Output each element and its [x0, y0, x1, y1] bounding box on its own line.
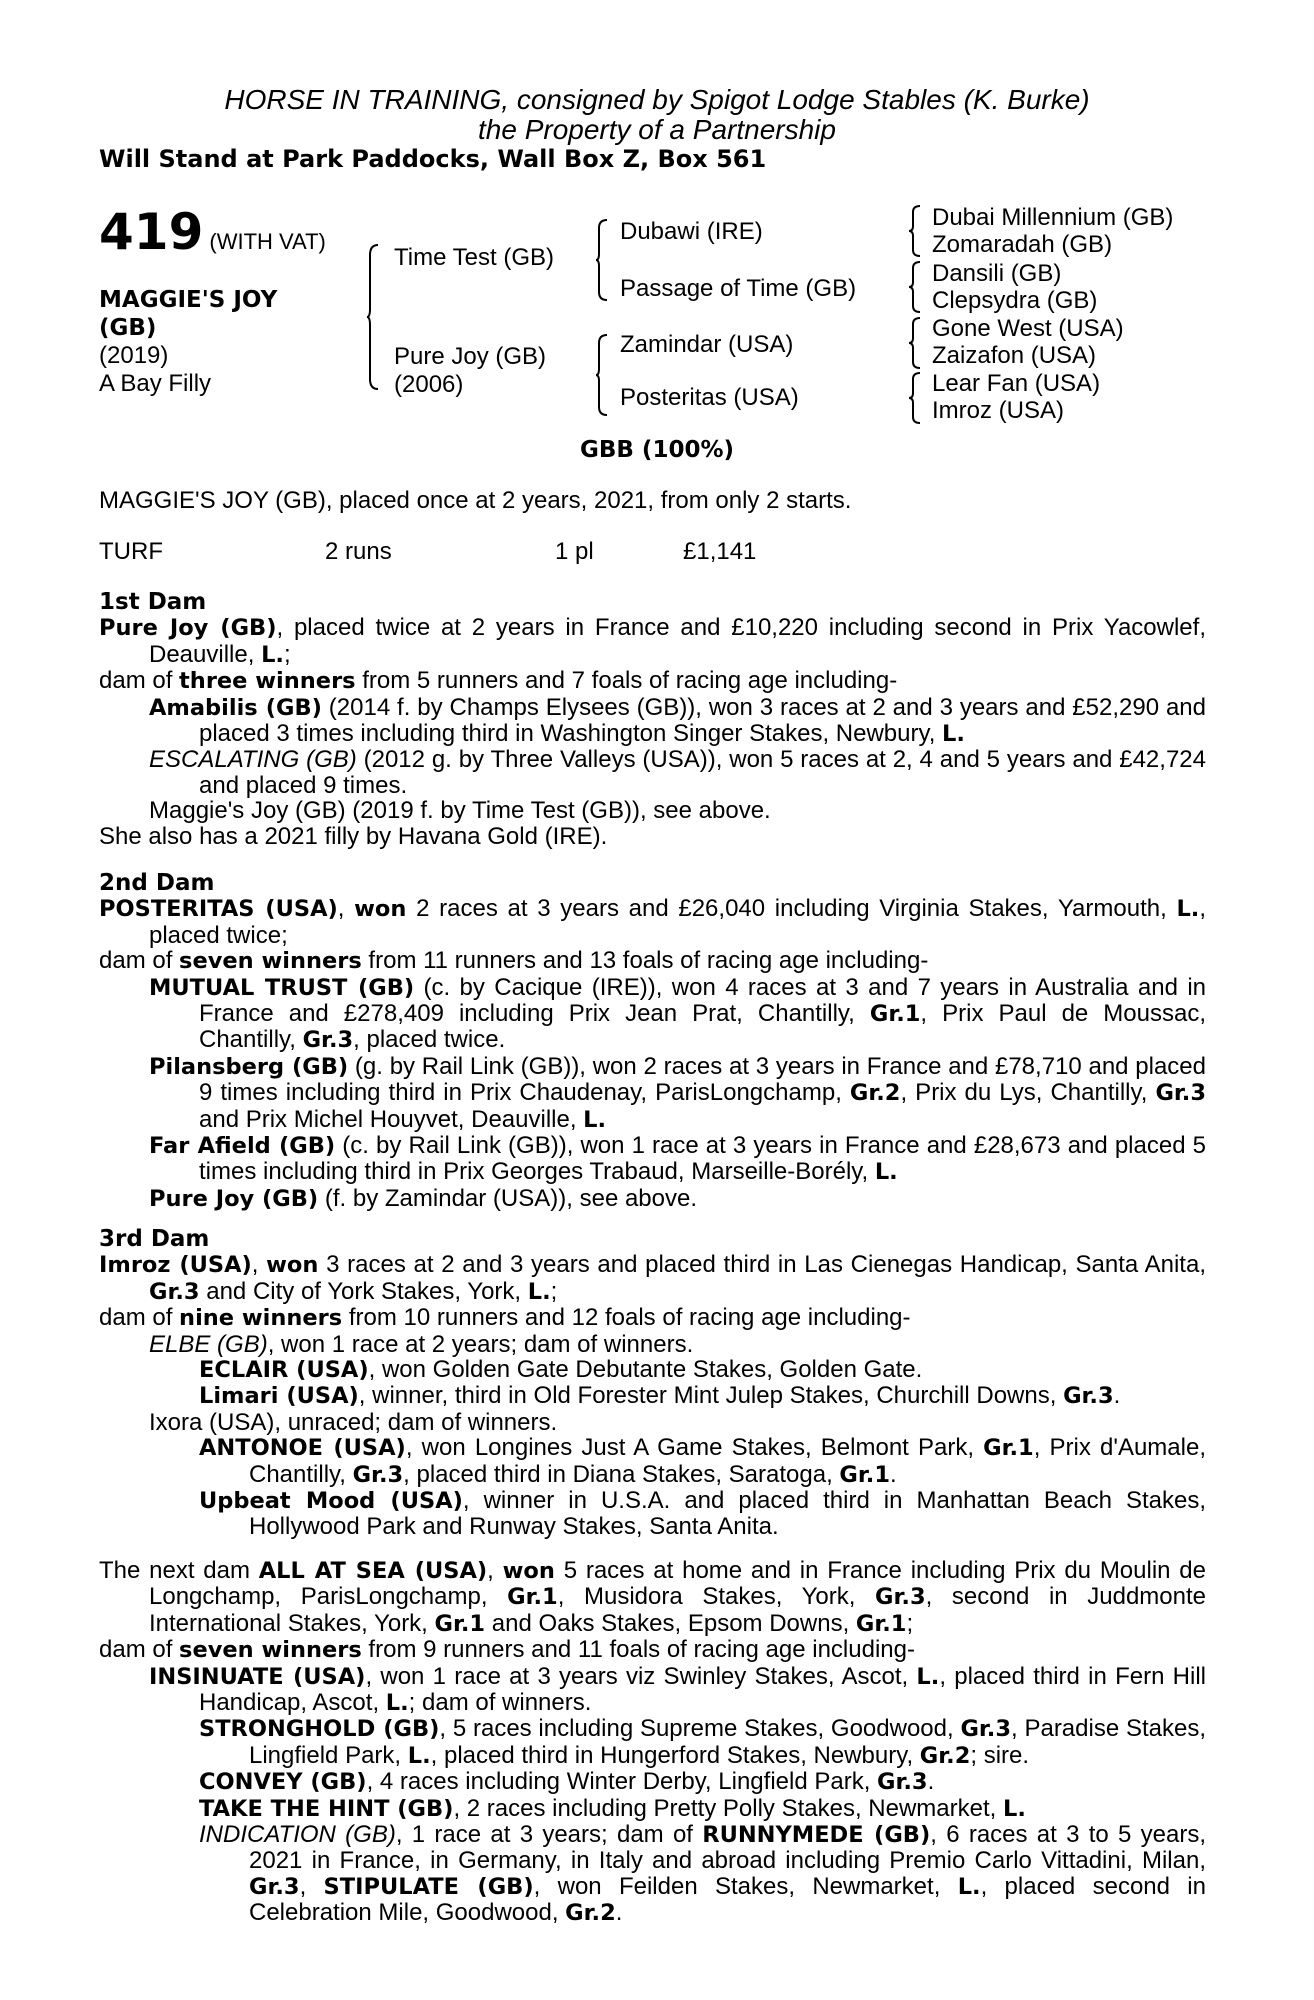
- dam-bracket: [595, 333, 609, 417]
- produce-intro: [99, 668, 1206, 694]
- bold-text: MUTUAL TRUST (GB): [149, 974, 415, 1001]
- grandproduce-entry: [99, 1822, 1206, 1927]
- dam-year: (2006): [394, 371, 464, 398]
- gbb-rating: GBB (100%): [579, 437, 735, 463]
- sire-dam-bracket: [366, 243, 380, 391]
- sire-dam: Passage of Time (GB): [620, 275, 857, 302]
- text-run: ,: [299, 1872, 324, 1900]
- bold-text: STRONGHOLD (GB): [199, 1716, 440, 1743]
- text-run: (2012 g. by Three Valleys (USA)), won 5 races at 2, 4 and 5 years and £42,724 and placed 9 times.: [199, 746, 1206, 799]
- bold-text: Gr.1: [869, 1001, 921, 1028]
- bold-text: Gr.2: [849, 1080, 901, 1107]
- text-run: .: [889, 1460, 897, 1488]
- consignment-line: HORSE IN TRAINING, consigned by Spigot Lodge Stables (K. Burke): [224, 84, 1090, 115]
- bold-text: seven winners: [179, 948, 362, 975]
- g-bracket-3: [908, 316, 922, 370]
- text-run: , Prix Paul de Moussac, Chantilly,: [199, 1000, 1207, 1054]
- bold-text: STIPULATE (GB): [323, 1873, 534, 1900]
- bold-text: Gr.2: [919, 1742, 971, 1769]
- bold-text: L.: [385, 1690, 409, 1717]
- gen3-7: Lear Fan (USA): [932, 370, 1101, 397]
- section-heading: 3rd Dam: [99, 1226, 210, 1252]
- horse-description: A Bay Filly: [99, 370, 212, 397]
- produce-intro: [99, 1305, 1206, 1331]
- text-run: , won Golden Gate Debutante Stakes, Golden Gate.: [368, 1356, 923, 1384]
- dam-paragraph: [99, 615, 1206, 668]
- text-run: 5 races at home and in France including Prix du Moulin de Longchamp, ParisLongchamp,: [149, 1557, 1206, 1611]
- bold-text: Gr.3: [302, 1027, 354, 1054]
- bold-text: L.: [957, 1873, 981, 1900]
- bold-text: Upbeat Mood (USA): [199, 1488, 463, 1515]
- sire-sire: Dubawi (IRE): [620, 218, 763, 245]
- produce-entry: [99, 1054, 1206, 1133]
- bold-text: L.: [942, 721, 965, 748]
- bold-text: Gr.3: [877, 1769, 928, 1796]
- text-run: Maggie's Joy (GB) (2019 f. by Time Test (GB)), see above.: [149, 797, 771, 825]
- text-run: ;: [906, 1609, 914, 1637]
- text-run: , Prix du Lys, Chantilly,: [900, 1079, 1156, 1107]
- produce-entry: [99, 1410, 1206, 1435]
- third-dam-section: [99, 1227, 1206, 1540]
- text-run: ,: [251, 1251, 267, 1279]
- grandproduce-entry: [99, 1357, 1206, 1383]
- g-bracket-4: [908, 371, 922, 425]
- produce-entry: [99, 695, 1206, 748]
- horse-origin: (GB): [99, 315, 157, 341]
- text-run: ,: [337, 895, 355, 923]
- dam-name: Pure Joy (GB): [394, 343, 547, 370]
- text-run: , 5 races including Supreme Stakes, Goodwood,: [439, 1715, 961, 1743]
- text-run: , won 1 race at 2 years; dam of winners.: [267, 1330, 694, 1358]
- text-run: ;: [283, 640, 291, 668]
- bold-text: L.: [261, 641, 284, 668]
- italic-text: INDICATION (GB): [199, 1821, 396, 1849]
- text-run: , won Feilden Stakes, Newmarket,: [533, 1872, 958, 1900]
- text-run: The next dam: [99, 1557, 259, 1584]
- bold-text: Gr.1: [855, 1610, 907, 1637]
- bold-text: L.: [916, 1663, 940, 1690]
- bold-text: INSINUATE (USA): [149, 1663, 366, 1690]
- dam-dam: Posteritas (USA): [620, 384, 799, 411]
- text-run: , placed third in Fern Hill Handicap, Ascot,: [199, 1662, 1206, 1717]
- horse-identity: [99, 286, 277, 398]
- record-earnings: £1,141: [683, 538, 757, 565]
- bold-text: ECLAIR (USA): [199, 1357, 369, 1384]
- text-run: from 9 runners and 11 foals of racing age including-: [361, 1636, 915, 1664]
- produce-entry: [99, 1186, 1206, 1212]
- bold-text: Gr.1: [434, 1610, 486, 1637]
- sire-bracket: [595, 218, 609, 302]
- text-run: from 11 runners and 13 foals of racing age including-: [361, 947, 929, 975]
- text-run: , placed third in Hungerford Stakes, Newbury,: [430, 1741, 920, 1769]
- bold-text: CONVEY (GB): [199, 1769, 367, 1796]
- bold-text: L.: [527, 1278, 551, 1305]
- bold-text: Gr.1: [839, 1461, 890, 1488]
- produce-intro: [99, 1637, 1206, 1663]
- text-run: , placed second in Celebration Mile, Goodwood,: [249, 1872, 1206, 1927]
- horse-name: MAGGIE'S JOY: [99, 287, 278, 313]
- text-run: , winner in U.S.A. and placed third in Manhattan Beach Stakes, Hollywood Park and Runway Stakes, Santa Anita.: [249, 1487, 1207, 1541]
- bold-text: Pilansberg (GB): [149, 1053, 349, 1080]
- dam-paragraph: [99, 1558, 1206, 1637]
- vat-note: (WITH VAT): [209, 229, 326, 254]
- gen3-8: Imroz (USA): [932, 397, 1064, 424]
- text-run: from 10 runners and 12 foals of racing age including-: [342, 1304, 911, 1332]
- text-run: , placed twice at 2 years in France and £10,220 including second in Prix Yacowlef, Deauville,: [149, 614, 1206, 668]
- text-run: (2014 f. by Champs Elysees (GB)), won 3 races at 2 and 3 years and £52,290 and placed 3 times including third in Washington Singer Stakes, Newbury,: [199, 693, 1206, 748]
- bold-text: L.: [1176, 896, 1200, 923]
- property-line: the Property of a Partnership: [478, 114, 836, 145]
- lot-info: [99, 203, 326, 261]
- gen3-6: Zaizafon (USA): [932, 342, 1097, 369]
- dam-paragraph: [99, 896, 1206, 948]
- bold-text: Gr.3: [149, 1278, 200, 1305]
- text-run: , Prix d'Aumale, Chantilly,: [249, 1434, 1206, 1488]
- produce-entry: [99, 798, 1206, 823]
- bold-text: Gr.3: [249, 1873, 300, 1900]
- bold-text: Pure Joy (GB): [149, 1185, 319, 1212]
- bold-text: three winners: [179, 668, 356, 695]
- text-run: (g. by Rail Link (GB)), won 2 races at 3 years in France and £78,710 and placed 9 times including third in Prix Chaudenay, ParisLongchamp,: [199, 1052, 1206, 1107]
- bold-text: nine winners: [179, 1305, 343, 1332]
- bold-text: L.: [583, 1106, 607, 1133]
- first-dam-section: [99, 590, 1206, 849]
- bold-text: L.: [874, 1159, 898, 1186]
- stand-location: Will Stand at Park Paddocks, Wall Box Z, Box 561: [99, 145, 767, 173]
- g-bracket-1: [908, 204, 922, 258]
- text-run: ; sire.: [970, 1741, 1030, 1769]
- sire-name: Time Test (GB): [394, 244, 555, 271]
- dam-paragraph: [99, 1252, 1206, 1305]
- text-run: (c. by Rail Link (GB)), won 1 race at 3 years in France and £28,673 and placed 5 times including third in Prix Georges Trabaud, Marseille-Borély,: [199, 1132, 1206, 1186]
- lot-number: 419: [99, 203, 204, 261]
- grandproduce-entry: [99, 1488, 1206, 1540]
- text-run: , Paradise Stakes, Lingfield Park,: [249, 1715, 1206, 1769]
- grandproduce-entry: [99, 1716, 1206, 1769]
- text-run: (c. by Cacique (IRE)), won 4 races at 3 and 7 years in Australia and in France and £278,409 including Prix Jean Prat, Chantilly,: [199, 973, 1206, 1028]
- bold-text: Gr.1: [507, 1584, 558, 1611]
- bold-text: won: [354, 896, 407, 923]
- text-run: and Prix Michel Houyvet, Deauville,: [199, 1105, 584, 1133]
- text-run: .: [927, 1768, 935, 1796]
- produce-entry: [99, 975, 1206, 1054]
- text-run: .: [1113, 1382, 1121, 1410]
- bold-text: RUNNYMEDE (GB): [702, 1822, 931, 1849]
- bold-text: Limari (USA): [199, 1383, 359, 1410]
- text-run: and City of York Stakes, York,: [199, 1277, 528, 1305]
- text-run: , Musidora Stakes, York,: [557, 1583, 876, 1611]
- bold-text: won: [266, 1252, 319, 1279]
- bold-text: seven winners: [179, 1637, 362, 1664]
- grandproduce-entry: [99, 1796, 1206, 1822]
- text-run: dam of: [99, 667, 180, 695]
- italic-text: ELBE (GB): [149, 1330, 268, 1358]
- italic-text: ESCALATING (GB): [149, 746, 357, 774]
- text-run: .: [615, 1899, 623, 1927]
- text-run: , placed twice.: [353, 1026, 506, 1054]
- text-run: , won Longines Just A Game Stakes, Belmont Park,: [405, 1434, 984, 1462]
- grandproduce-entry: [99, 1769, 1206, 1795]
- produce-entry: [99, 1133, 1206, 1186]
- bold-text: Imroz (USA): [99, 1252, 252, 1279]
- text-run: , winner, third in Old Forester Mint Julep Stakes, Churchill Downs,: [358, 1382, 1064, 1410]
- section-heading: 1st Dam: [99, 589, 207, 615]
- text-run: Ixora (USA), unraced; dam of winners.: [149, 1408, 558, 1436]
- bold-text: ANTONOE (USA): [199, 1435, 406, 1462]
- text-run: (f. by Zamindar (USA)), see above.: [318, 1184, 698, 1212]
- second-dam-section: [99, 871, 1206, 1212]
- dam-sire: Zamindar (USA): [620, 331, 794, 358]
- bold-text: ALL AT SEA (USA): [258, 1558, 488, 1584]
- text-run: dam of: [99, 947, 180, 975]
- bold-text: Far Afield (GB): [149, 1133, 336, 1160]
- record-surface: TURF: [99, 538, 163, 565]
- bold-text: Pure Joy (GB): [99, 615, 277, 642]
- horse-year: (2019): [99, 342, 169, 369]
- text-run: , placed third in Diana Stakes, Saratoga,: [403, 1460, 840, 1488]
- text-run: 3 races at 2 and 3 years and placed third in Las Cienegas Handicap, Santa Anita,: [318, 1251, 1206, 1279]
- gen3-2: Zomaradah (GB): [932, 231, 1113, 258]
- bold-text: Gr.2: [565, 1900, 616, 1927]
- produce-entry: [99, 747, 1206, 798]
- gen3-1: Dubai Millennium (GB): [932, 204, 1174, 231]
- bold-text: Gr.3: [352, 1461, 404, 1488]
- gen3-4: Clepsydra (GB): [932, 287, 1098, 314]
- grandproduce-entry: [99, 1383, 1206, 1409]
- record-placed: 1 pl: [555, 538, 594, 565]
- produce-entry: [99, 1664, 1206, 1717]
- produce-intro: [99, 948, 1206, 974]
- text-run: , 6 races at 3 to 5 years, 2021 in France, in Germany, in Italy and abroad including Premio Carlo Vittadini, Milan,: [249, 1821, 1207, 1875]
- bold-text: Gr.3: [1063, 1383, 1114, 1410]
- text-run: and Oaks Stakes, Epsom Downs,: [485, 1609, 856, 1637]
- text-run: ;: [550, 1277, 558, 1305]
- text-run: , second in Juddmonte International Stakes, York,: [149, 1583, 1206, 1637]
- bold-text: L.: [1003, 1795, 1026, 1822]
- text-run: , 2 races including Pretty Polly Stakes, Newmarket,: [453, 1794, 1003, 1822]
- gen3-3: Dansili (GB): [932, 260, 1062, 287]
- bold-text: won: [502, 1558, 555, 1584]
- text-run: dam of: [99, 1636, 180, 1664]
- g-bracket-2: [908, 260, 922, 314]
- text-run: dam of: [99, 1304, 180, 1332]
- text-run: , won 1 race at 3 years viz Swinley Stakes, Ascot,: [365, 1662, 917, 1690]
- bold-text: Gr.1: [983, 1435, 1034, 1462]
- bold-text: TAKE THE HINT (GB): [199, 1795, 454, 1822]
- bold-text: L.: [407, 1742, 431, 1769]
- produce-entry: [99, 1332, 1206, 1357]
- bold-text: Amabilis (GB): [149, 694, 322, 721]
- text-run: 2 races at 3 years and £26,040 including Virginia Stakes, Yarmouth,: [406, 895, 1177, 923]
- text-run: , 1 race at 3 years; dam of: [395, 1821, 703, 1849]
- record-runs: 2 runs: [325, 538, 392, 565]
- gen3-5: Gone West (USA): [932, 315, 1124, 342]
- text-run: ,: [487, 1557, 503, 1584]
- bold-text: Gr.3: [875, 1584, 926, 1611]
- text-run: , 4 races including Winter Derby, Lingfield Park,: [366, 1768, 878, 1796]
- next-dam-section: [99, 1558, 1206, 1927]
- text-run: ; dam of winners.: [408, 1689, 592, 1717]
- produce-note: [99, 824, 1206, 849]
- text-run: , placed twice;: [149, 895, 1207, 949]
- summary-line: MAGGIE'S JOY (GB), placed once at 2 years, 2021, from only 2 starts.: [99, 487, 852, 514]
- grandproduce-entry: [99, 1435, 1206, 1488]
- bold-text: Gr.3: [960, 1716, 1012, 1743]
- section-heading: 2nd Dam: [99, 870, 215, 896]
- text-run: from 5 runners and 7 foals of racing age including-: [355, 667, 898, 695]
- text-run: She also has a 2021 filly by Havana Gold (IRE).: [99, 822, 608, 850]
- bold-text: Gr.3: [1155, 1080, 1206, 1107]
- bold-text: POSTERITAS (USA): [99, 896, 338, 923]
